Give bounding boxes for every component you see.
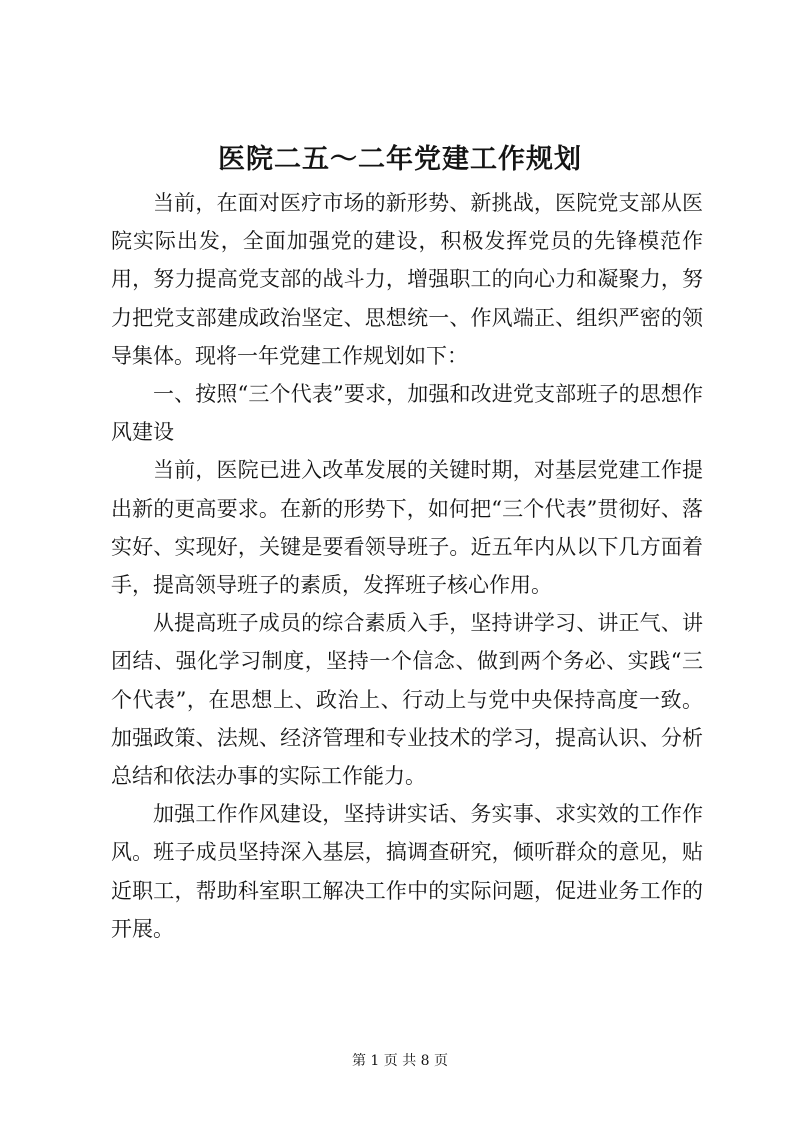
page-footer: 第 1 页 共 8 页 [351,1053,449,1069]
document-title: 医院二五～二年党建工作规划 [218,144,582,175]
section-heading-1: 一、按照“三个代表”要求，加强和改进党支部班子的思想作风建设 [111,382,703,445]
paragraph-current-situation: 当前，医院已进入改革发展的关键时期，对基层党建工作提出新的更高要求。在新的形势下，如何把“三个代表”贯彻好、落实好、实现好，关键是要看领导班子。近五年内从以下几方面着手，提高领导班子的素质，发挥班子核心作用。 [111,458,703,598]
paragraph-team-quality: 从提高班子成员的综合素质入手，坚持讲学习、讲正气、讲团结、强化学习制度，坚持一个信念、做到两个务必、实践“三个代表”，在思想上、政治上、行动上与党中央保持高度一致。加强政策、法规、经济管理和专业技术的学习，提高认识、分析总结和依法办事的实际工作能力。 [111,611,703,789]
paragraph-work-style: 加强工作作风建设，坚持讲实话、务实事、求实效的工作作风。班子成员坚持深入基层，搞调查研究，倾听群众的意见，贴近职工，帮助科室职工解决工作中的实际问题，促进业务工作的开展。 [111,802,703,941]
document-body [111,184,703,948]
paragraph-intro: 当前，在面对医疗市场的新形势、新挑战，医院党支部从医院实际出发，全面加强党的建设，积极发挥党员的先锋模范作用，努力提高党支部的战斗力，增强职工的向心力和凝聚力，努力把党支部建成政治坚定、思想统一、作风端正、组织严密的领导集体。现将一年党建工作规划如下： [111,191,703,368]
